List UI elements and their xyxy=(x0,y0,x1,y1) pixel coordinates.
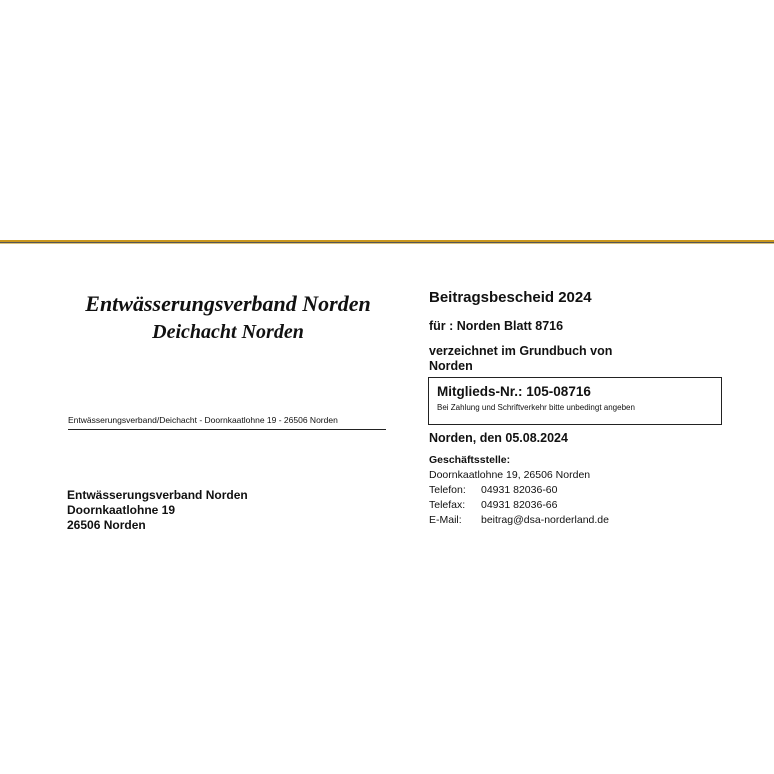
email-label: E-Mail: xyxy=(429,514,462,526)
document-title: Beitragsbescheid 2024 xyxy=(429,289,592,306)
member-number-label: Mitglieds-Nr.: xyxy=(437,384,523,399)
land-register-note: verzeichnet im Grundbuch von Norden xyxy=(429,344,613,373)
office-email-row xyxy=(429,513,609,528)
office-address: Doornkaatlohne 19, 26506 Norden xyxy=(429,469,591,481)
office-heading: Geschäftsstelle: xyxy=(429,454,511,466)
phone-number: 04931 82036-60 xyxy=(481,484,558,496)
sender-return-address: Entwässerungsverband/Deichacht - Doornkaatlohne 19 - 26506 Norden xyxy=(68,414,386,430)
recipient-city: 26506 Norden xyxy=(67,518,146,532)
phone-label: Telefon: xyxy=(429,484,466,496)
recipient-street: Doornkaatlohne 19 xyxy=(67,503,176,517)
organization-subtitle: Deichacht Norden xyxy=(152,321,304,343)
recipient-address xyxy=(67,488,248,533)
office-fax-row xyxy=(429,498,609,513)
property-reference: für : Norden Blatt 8716 xyxy=(429,319,564,333)
organization-title: Entwässerungsverband Norden xyxy=(85,291,371,316)
member-number-box xyxy=(428,377,722,425)
fax-label: Telefax: xyxy=(429,499,466,511)
member-number-value: 105-08716 xyxy=(526,384,591,399)
fax-number: 04931 82036-66 xyxy=(481,499,558,511)
recipient-name: Entwässerungsverband Norden xyxy=(67,488,248,502)
office-contact-block xyxy=(429,453,609,528)
member-number-line xyxy=(437,383,721,400)
header-rule-light xyxy=(0,243,774,244)
place-date-line: Norden, den 05.08.2024 xyxy=(429,431,568,445)
member-number-note: Bei Zahlung und Schriftverkehr bitte unbedingt angeben xyxy=(437,403,635,412)
email-address[interactable]: beitrag@dsa-norderland.de xyxy=(481,514,609,526)
office-phone-row xyxy=(429,483,609,498)
